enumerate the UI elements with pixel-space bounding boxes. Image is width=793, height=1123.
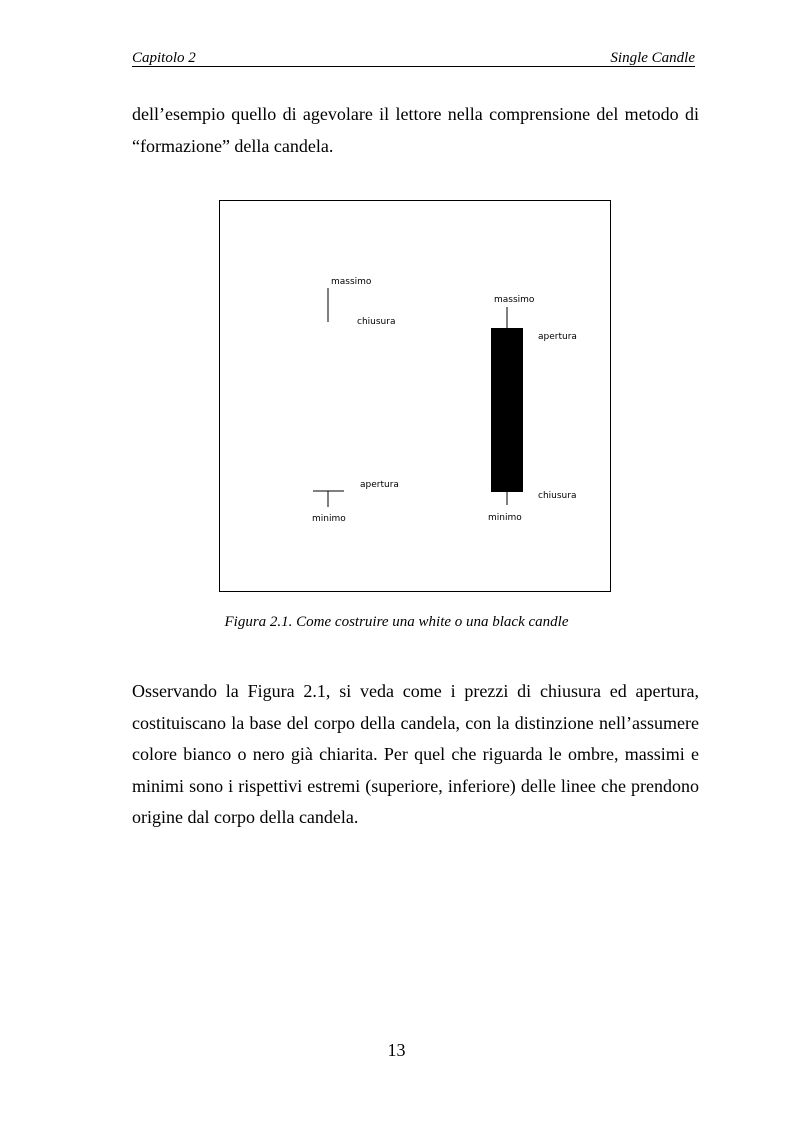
- black-candle-open-label: apertura: [538, 332, 577, 342]
- paragraph-intro: dell’esempio quello di agevolare il lettore nella comprensione del metodo di “formazione” della candela.: [132, 104, 699, 156]
- candle-diagram: [220, 201, 612, 593]
- black-candle-high-label: massimo: [494, 295, 535, 305]
- header-rule: [132, 66, 695, 67]
- black-candle-close-label: chiusura: [538, 491, 577, 501]
- candle-figure: [219, 200, 611, 592]
- running-header-chapter: Capitolo 2: [132, 50, 196, 66]
- black-candle-low-label: minimo: [488, 513, 522, 523]
- white-candle-low-label: minimo: [312, 514, 346, 524]
- white-candle-open-label: apertura: [360, 480, 399, 490]
- page-number: 13: [387, 1040, 406, 1060]
- white-candle-high-label: massimo: [331, 277, 372, 287]
- paragraph-explanation: Osservando la Figura 2.1, si veda come i prezzi di chiusura ed apertura, costituiscano la base del corpo della candela, con la distinzione nell’assumere colore bianco o nero già chiarita. Per quel che riguarda le ombre, massimi e minimi sono i rispettivi estremi (superiore, inferiore) delle linee che prendono origine dal corpo della candela.: [132, 681, 699, 827]
- black-candle-body: [491, 328, 523, 492]
- white-candle-close-label: chiusura: [357, 317, 396, 327]
- running-header-section: Single Candle: [610, 50, 695, 66]
- figure-caption: Figura 2.1. Come costruire una white o una black candle: [224, 614, 569, 630]
